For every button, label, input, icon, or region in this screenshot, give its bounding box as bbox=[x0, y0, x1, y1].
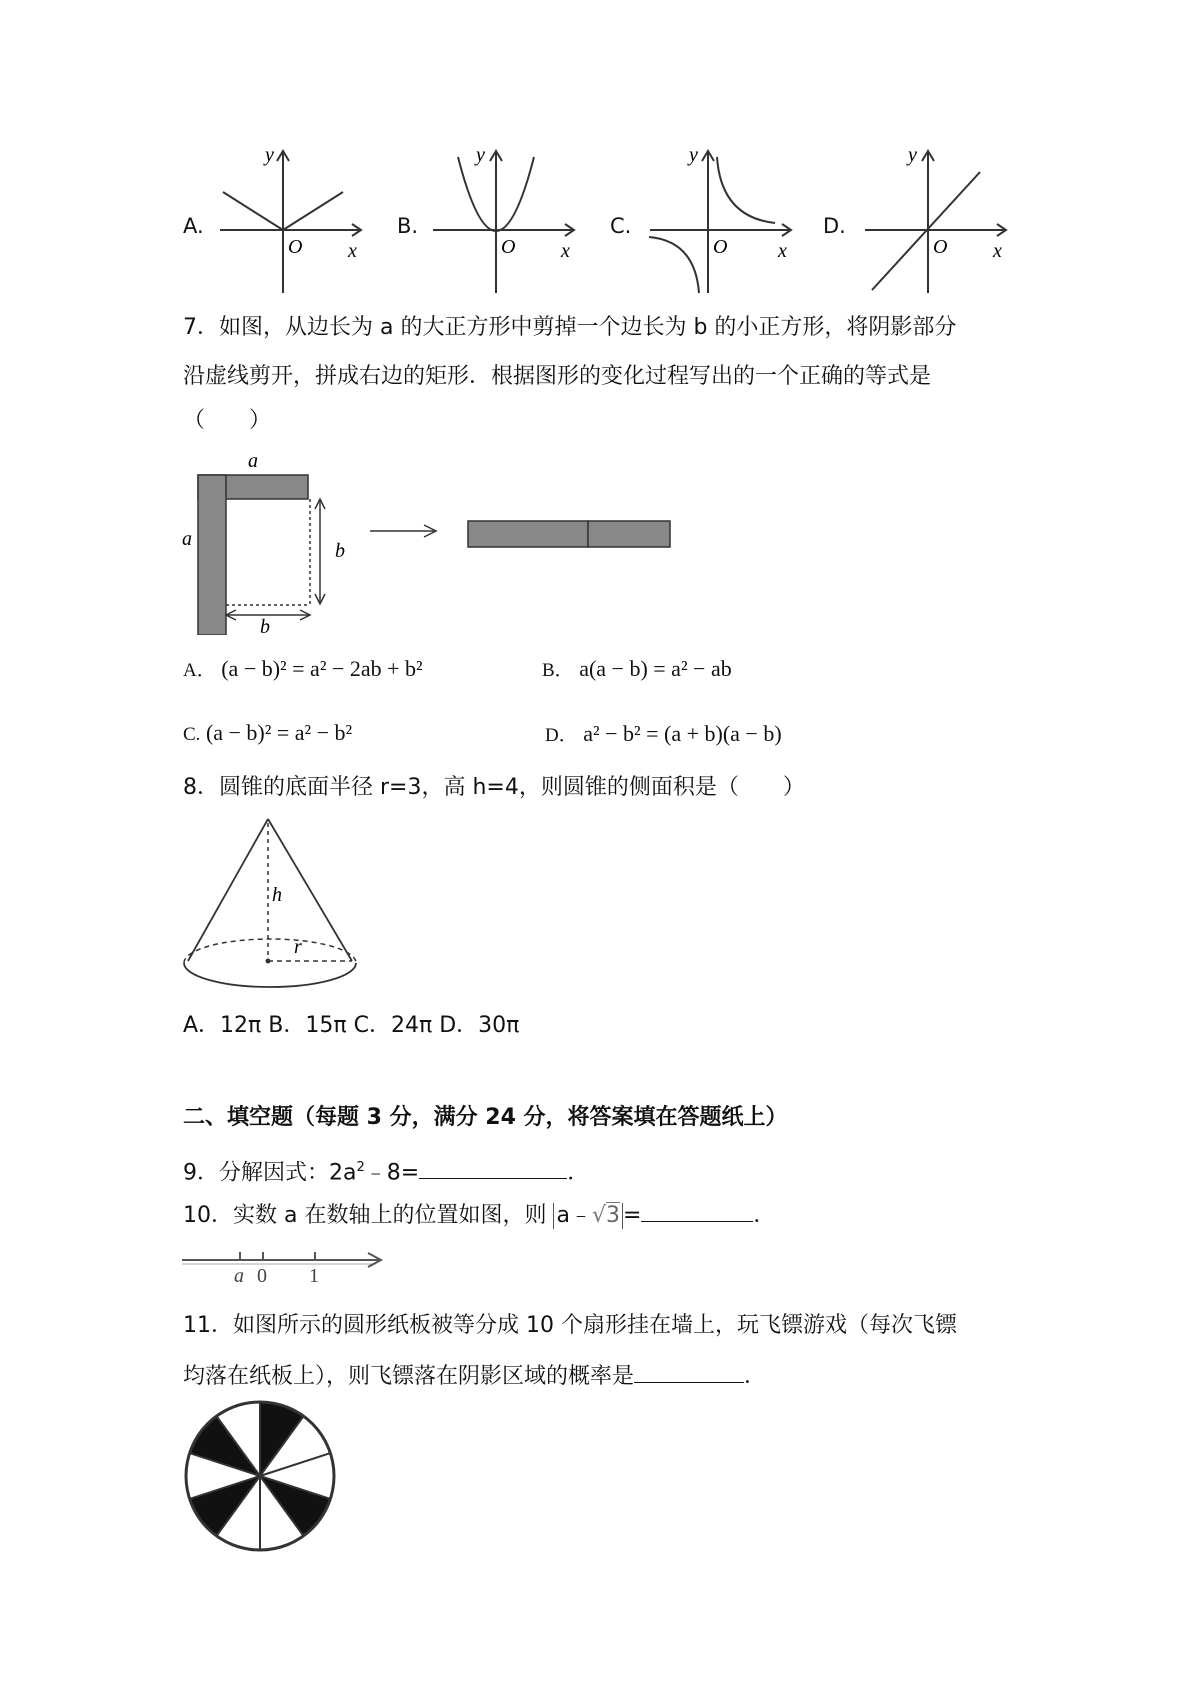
q10-absolute-value: a﹣√3 bbox=[553, 1203, 623, 1229]
q9-stem-suffix: ﹣8= bbox=[364, 1160, 420, 1186]
q11-stem-line2 bbox=[183, 1360, 766, 1392]
q9-end: ． bbox=[567, 1160, 590, 1186]
q8-options: A．12π B．15π C．24π D．30π bbox=[183, 1013, 520, 1038]
q11-end: ． bbox=[744, 1364, 767, 1389]
q7-option-d-expr: a² − b² = (a + b)(a − b) bbox=[583, 721, 782, 746]
q10-number-line bbox=[180, 1244, 390, 1284]
q10-axis-label-0: 0 bbox=[257, 1265, 267, 1284]
q6-c-origin: O bbox=[713, 236, 728, 258]
q6-graph-d bbox=[860, 145, 1010, 295]
q6-option-b-label: B. bbox=[397, 214, 419, 238]
q6-graph-a bbox=[215, 145, 365, 295]
q10-axis-label-a: a bbox=[234, 1265, 244, 1284]
q6-c-y-label: y bbox=[689, 145, 698, 166]
q6-graph-c bbox=[645, 145, 795, 295]
q6-b-x-label: x bbox=[561, 240, 570, 262]
q7-fig-label-a-top: a bbox=[248, 450, 258, 472]
q7-stem-line1: 7．如图，从边长为 a 的大正方形中剪掉一个边长为 b 的小正方形，将阴影部分 bbox=[183, 315, 957, 340]
q7-fig-label-b-right: b bbox=[335, 540, 345, 562]
q9-stem bbox=[183, 1153, 589, 1188]
q10-abs-root: 3 bbox=[605, 1203, 620, 1228]
q7-stem-line3: （ ） bbox=[183, 408, 272, 433]
q7-option-c-label: C. bbox=[183, 724, 201, 745]
q10-equals: = bbox=[622, 1203, 642, 1228]
q9-answer-blank[interactable] bbox=[419, 1156, 567, 1179]
q6-graph-b bbox=[428, 145, 578, 295]
section2-heading: 二、填空题（每题 3 分，满分 24 分，将答案填在答题纸上） bbox=[183, 1105, 788, 1130]
q8-cone-figure bbox=[180, 815, 360, 995]
q11-answer-blank[interactable] bbox=[634, 1360, 744, 1383]
q10-abs-a: a﹣ bbox=[556, 1203, 592, 1228]
q6-b-origin: O bbox=[501, 236, 516, 258]
q7-fig-label-b-bottom: b bbox=[260, 616, 270, 635]
q10-answer-blank[interactable] bbox=[641, 1199, 753, 1222]
q7-option-b bbox=[542, 655, 732, 682]
q7-option-c bbox=[183, 720, 352, 746]
q6-b-y-label: y bbox=[476, 145, 485, 166]
q7-option-a-expr: (a − b)² = a² − 2ab + b² bbox=[221, 656, 423, 681]
q9-sup: 2 bbox=[356, 1160, 365, 1175]
q6-a-x-label: x bbox=[348, 240, 357, 262]
q10-axis-label-1: 1 bbox=[309, 1265, 319, 1284]
q8-fig-label-h: h bbox=[272, 884, 282, 906]
q6-a-origin: O bbox=[288, 236, 303, 258]
q6-option-a-label: A. bbox=[183, 214, 204, 238]
q7-option-a-label: A． bbox=[183, 660, 216, 681]
q8-stem: 8．圆锥的底面半径 r=3，高 h=4，则圆锥的侧面积是（ ） bbox=[183, 775, 805, 800]
q7-option-c-expr: (a − b)² = a² − b² bbox=[205, 720, 353, 745]
q10-end: ． bbox=[753, 1203, 776, 1228]
q7-option-b-label: B． bbox=[542, 660, 574, 681]
q10-stem-prefix: 10．实数 a 在数轴上的位置如图，则 bbox=[183, 1203, 547, 1228]
q6-option-c-label: C. bbox=[610, 214, 632, 238]
q6-a-y-label: y bbox=[265, 145, 274, 166]
q10-stem bbox=[183, 1199, 775, 1231]
q11-dartboard bbox=[180, 1396, 340, 1556]
q11-stem-prefix: 均落在纸板上），则飞镖落在阴影区域的概率是 bbox=[183, 1364, 635, 1389]
q7-option-d bbox=[545, 720, 782, 747]
q9-stem-prefix: 9．分解因式：2a bbox=[183, 1160, 357, 1186]
q7-figure bbox=[180, 445, 680, 635]
q6-d-y-label: y bbox=[908, 145, 917, 166]
q7-fig-label-a-left: a bbox=[182, 528, 192, 550]
q6-option-d-label: D. bbox=[823, 214, 846, 238]
q7-option-b-expr: a(a − b) = a² − ab bbox=[579, 656, 732, 681]
q8-fig-label-r: r bbox=[294, 936, 302, 958]
q11-stem-line1: 11．如图所示的圆形纸板被等分成 10 个扇形挂在墙上，玩飞镖游戏（每次飞镖 bbox=[183, 1313, 957, 1338]
q6-c-x-label: x bbox=[778, 240, 787, 262]
q7-option-d-label: D． bbox=[545, 725, 578, 746]
q7-option-a bbox=[183, 655, 423, 682]
q6-d-origin: O bbox=[933, 236, 948, 258]
q7-stem-line2: 沿虚线剪开，拼成右边的矩形．根据图形的变化过程写出的一个正确的等式是 bbox=[183, 364, 932, 389]
q6-d-x-label: x bbox=[993, 240, 1002, 262]
